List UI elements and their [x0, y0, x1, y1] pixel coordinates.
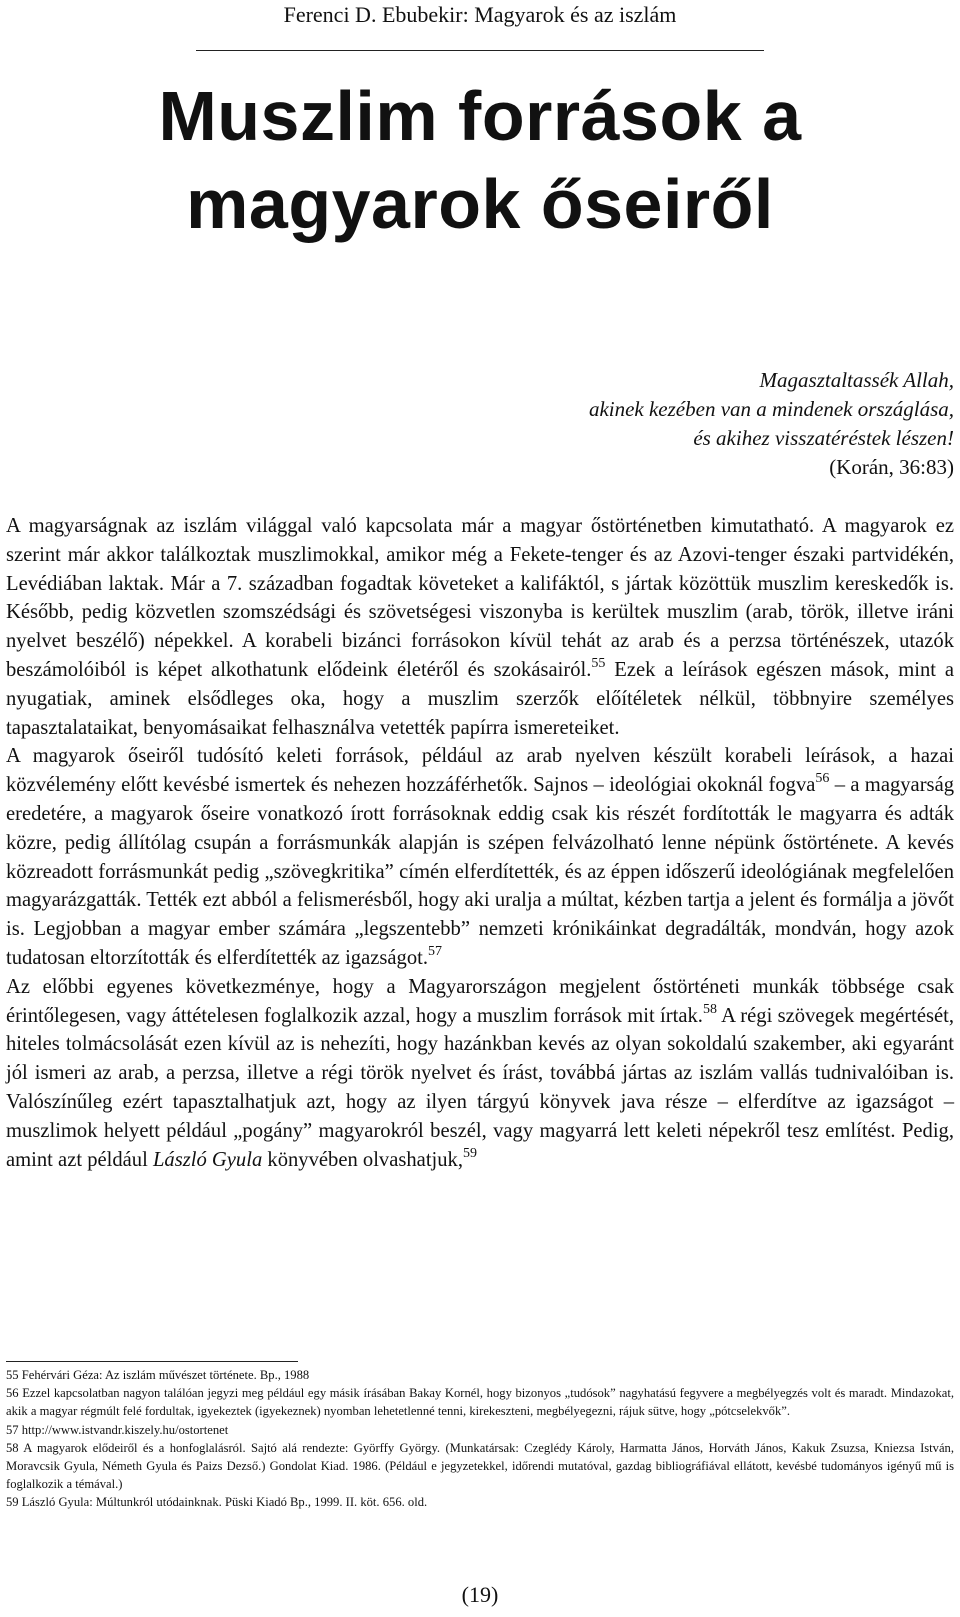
paragraph-3 [6, 973, 954, 1175]
author-name-laszlo-gyula: László Gyula [152, 1148, 263, 1171]
footnote-58: 58 A magyarok elődeiről és a honfoglalásról. Sajtó alá rendezte: Györffy György. (Munkatársak: Czeglédy Károly, Harmatta János, Horváth János, Kakuk Zsuzsa, Kniezsa István, Moravcsik Gyula, Németh Gyula és Paizs Dezső.) Gondolat Kiad. 1986. (Például e jegyzetekkel, időrendi mutatóval, gazdag bibliográfiával ellátott, kevésbé tudományos igényű mű is foglalkozik a témával.) [6, 1440, 954, 1492]
footnote-separator [6, 1361, 298, 1362]
epigraph [589, 366, 954, 482]
footnote-ref-57: 57 [428, 943, 443, 959]
footnote-55: 55 Fehérvári Géza: Az iszlám művészet története. Bp., 1988 [6, 1368, 310, 1382]
title-line-2: magyarok őseiről [186, 165, 774, 243]
body-text [6, 512, 954, 1174]
footnote-56: 56 Ezzel kapcsolatban nagyon találóan jegyzi meg például egy másik írásában Bakay Kornél, hogy bizonyos „tudósok” nagyhatású fegyvere a megbélyegzés volt és maradt. Mindazokat, akik a magyar régmúlt felé fordultak, igyekeztek (igyekeznek) nyomban lehetetlenné tenni, kirekeszteni, megbélyegezni, rájuk sütve, hogy „pótcselekvők”. [6, 1386, 954, 1419]
paragraph-3-text-c: könyvében olvashatjuk, [262, 1148, 463, 1171]
epigraph-line-1: Magasztaltassék Allah, [759, 368, 954, 392]
footnote-59: 59 László Gyula: Múltunkról utódainknak. Püski Kiadó Bp., 1999. II. köt. 656. old. [6, 1495, 428, 1510]
footnote-ref-59: 59 [463, 1145, 477, 1161]
paragraph-1-text-a: A magyarságnak az iszlám világgal való kapcsolata már a magyar őstörténetben kimutatható. A magyarok ez szerint már akkor találkoztak muszlimokkal, amikor még a Fekete-tenger és az Azovi-tenger északi partvidékén, Levédiában laktak. Már a 7. században fogadtak követeket a kalifáktól, s jártak közöttük muszlim kereskedők is. Később, pedig közvetlen szomszédsági és szövetségesi viszonyba is kerültek muszlim (arab, török, illetve iráni nyelvet beszélő) népekkel. A korabeli bizánci forrásokon kívül tehát az arab és a perzsa történészek, utazók beszámolóiból is képet alkothatunk elődeink életéről és szokásairól. [6, 515, 954, 681]
paragraph-3-text-b: A régi szövegek megértését, hiteles tolmácsolását ezen kívül az is nehezíti, hogy hazánkban kevés az olyan sokoldalú szakember, aki egyaránt jól ismeri az arab, a perzsa, illetve a régi török nyelvet és írást, továbbá jártas az iszlám vallás tudnivalóiban is. Valószínűleg ezért tapasztalhatjuk azt, hogy az ilyen tárgyú könyvek java része – elferdítve az igazságot – muszlimok helyett például „pogány” magyarokról beszél, vagy magyarrá lett keleti népekről tesz említést. Pedig, amint azt például [6, 1004, 954, 1171]
footnote-ref-56: 56 [815, 771, 830, 787]
footnote-57: 57 http://www.istvandr.kiszely.hu/ostortenet [6, 1422, 229, 1437]
epigraph-line-2: akinek kezében van a mindenek országlása, [588, 397, 954, 421]
paragraph-1-text-b: Ezek a leírások egészen mások, mint a nyugatiak, aminek elsődleges oka, hogy a muszlim szerzők előítéletek nélkül, többnyire személyes tapasztalataikat, benyomásaikat felhasználva vetették papírra ismereteiket. [6, 658, 954, 739]
footnote-ref-58: 58 [702, 1001, 717, 1017]
paragraph-3-text-a: Az előbbi egyenes következménye, hogy a Magyarországon megjelent őstörténeti munkák többsége csak érintőlegesen, vagy áttételesen foglalkozik azzal, hogy a muszlim források mit írtak. [6, 975, 954, 1027]
paragraph-2-text-b: – a magyarság eredetére, a magyarok őseire vonatkozó írott forrásoknak eddig csak kis részét fordították le magyarra és adták közre, pedig állítólag csupán a forrásmunkák alapján is szépen felvázolható lenne népünk őstörténete. A kevés közreadott forrásmunkát pedig „szövegkritika” címén elferdítették, és az éppen időszerű ideológiának megfelelően magyarázgatták. Tették ezt abból a felismerésből, hogy aki uralja a múltat, kézben tartja a jelent és formálja a jövőt is. Legjobban a magyar ember számára „legszentebb” nemzeti krónikáinkat degradálták, mondván, hogy azok tudatosan eltorzították és elferdítették az igazságot. [6, 774, 955, 969]
page-number: (19) [461, 1582, 499, 1607]
footnotes [6, 1366, 954, 1512]
paragraph-1 [6, 512, 954, 742]
paragraph-2 [6, 742, 954, 972]
title-line-1: Muszlim források a [158, 77, 802, 155]
running-header: Ferenci D. Ebubekir: Magyarok és az iszlám [283, 2, 677, 27]
page-title [0, 72, 960, 248]
footnote-ref-55: 55 [591, 655, 606, 671]
epigraph-source: (Korán, 36:83) [829, 455, 954, 479]
header-rule [196, 50, 764, 51]
epigraph-line-3: és akihez visszatéréstek lészen! [693, 426, 954, 450]
paragraph-2-text-a: A magyarok őseiről tudósító keleti források, például az arab nyelven készült korabeli leírások, a hazai közvélemény előtt kevésbé ismertek és nehezen hozzáférhetők. Sajnos – ideológiai okoknál fogva [6, 745, 954, 797]
